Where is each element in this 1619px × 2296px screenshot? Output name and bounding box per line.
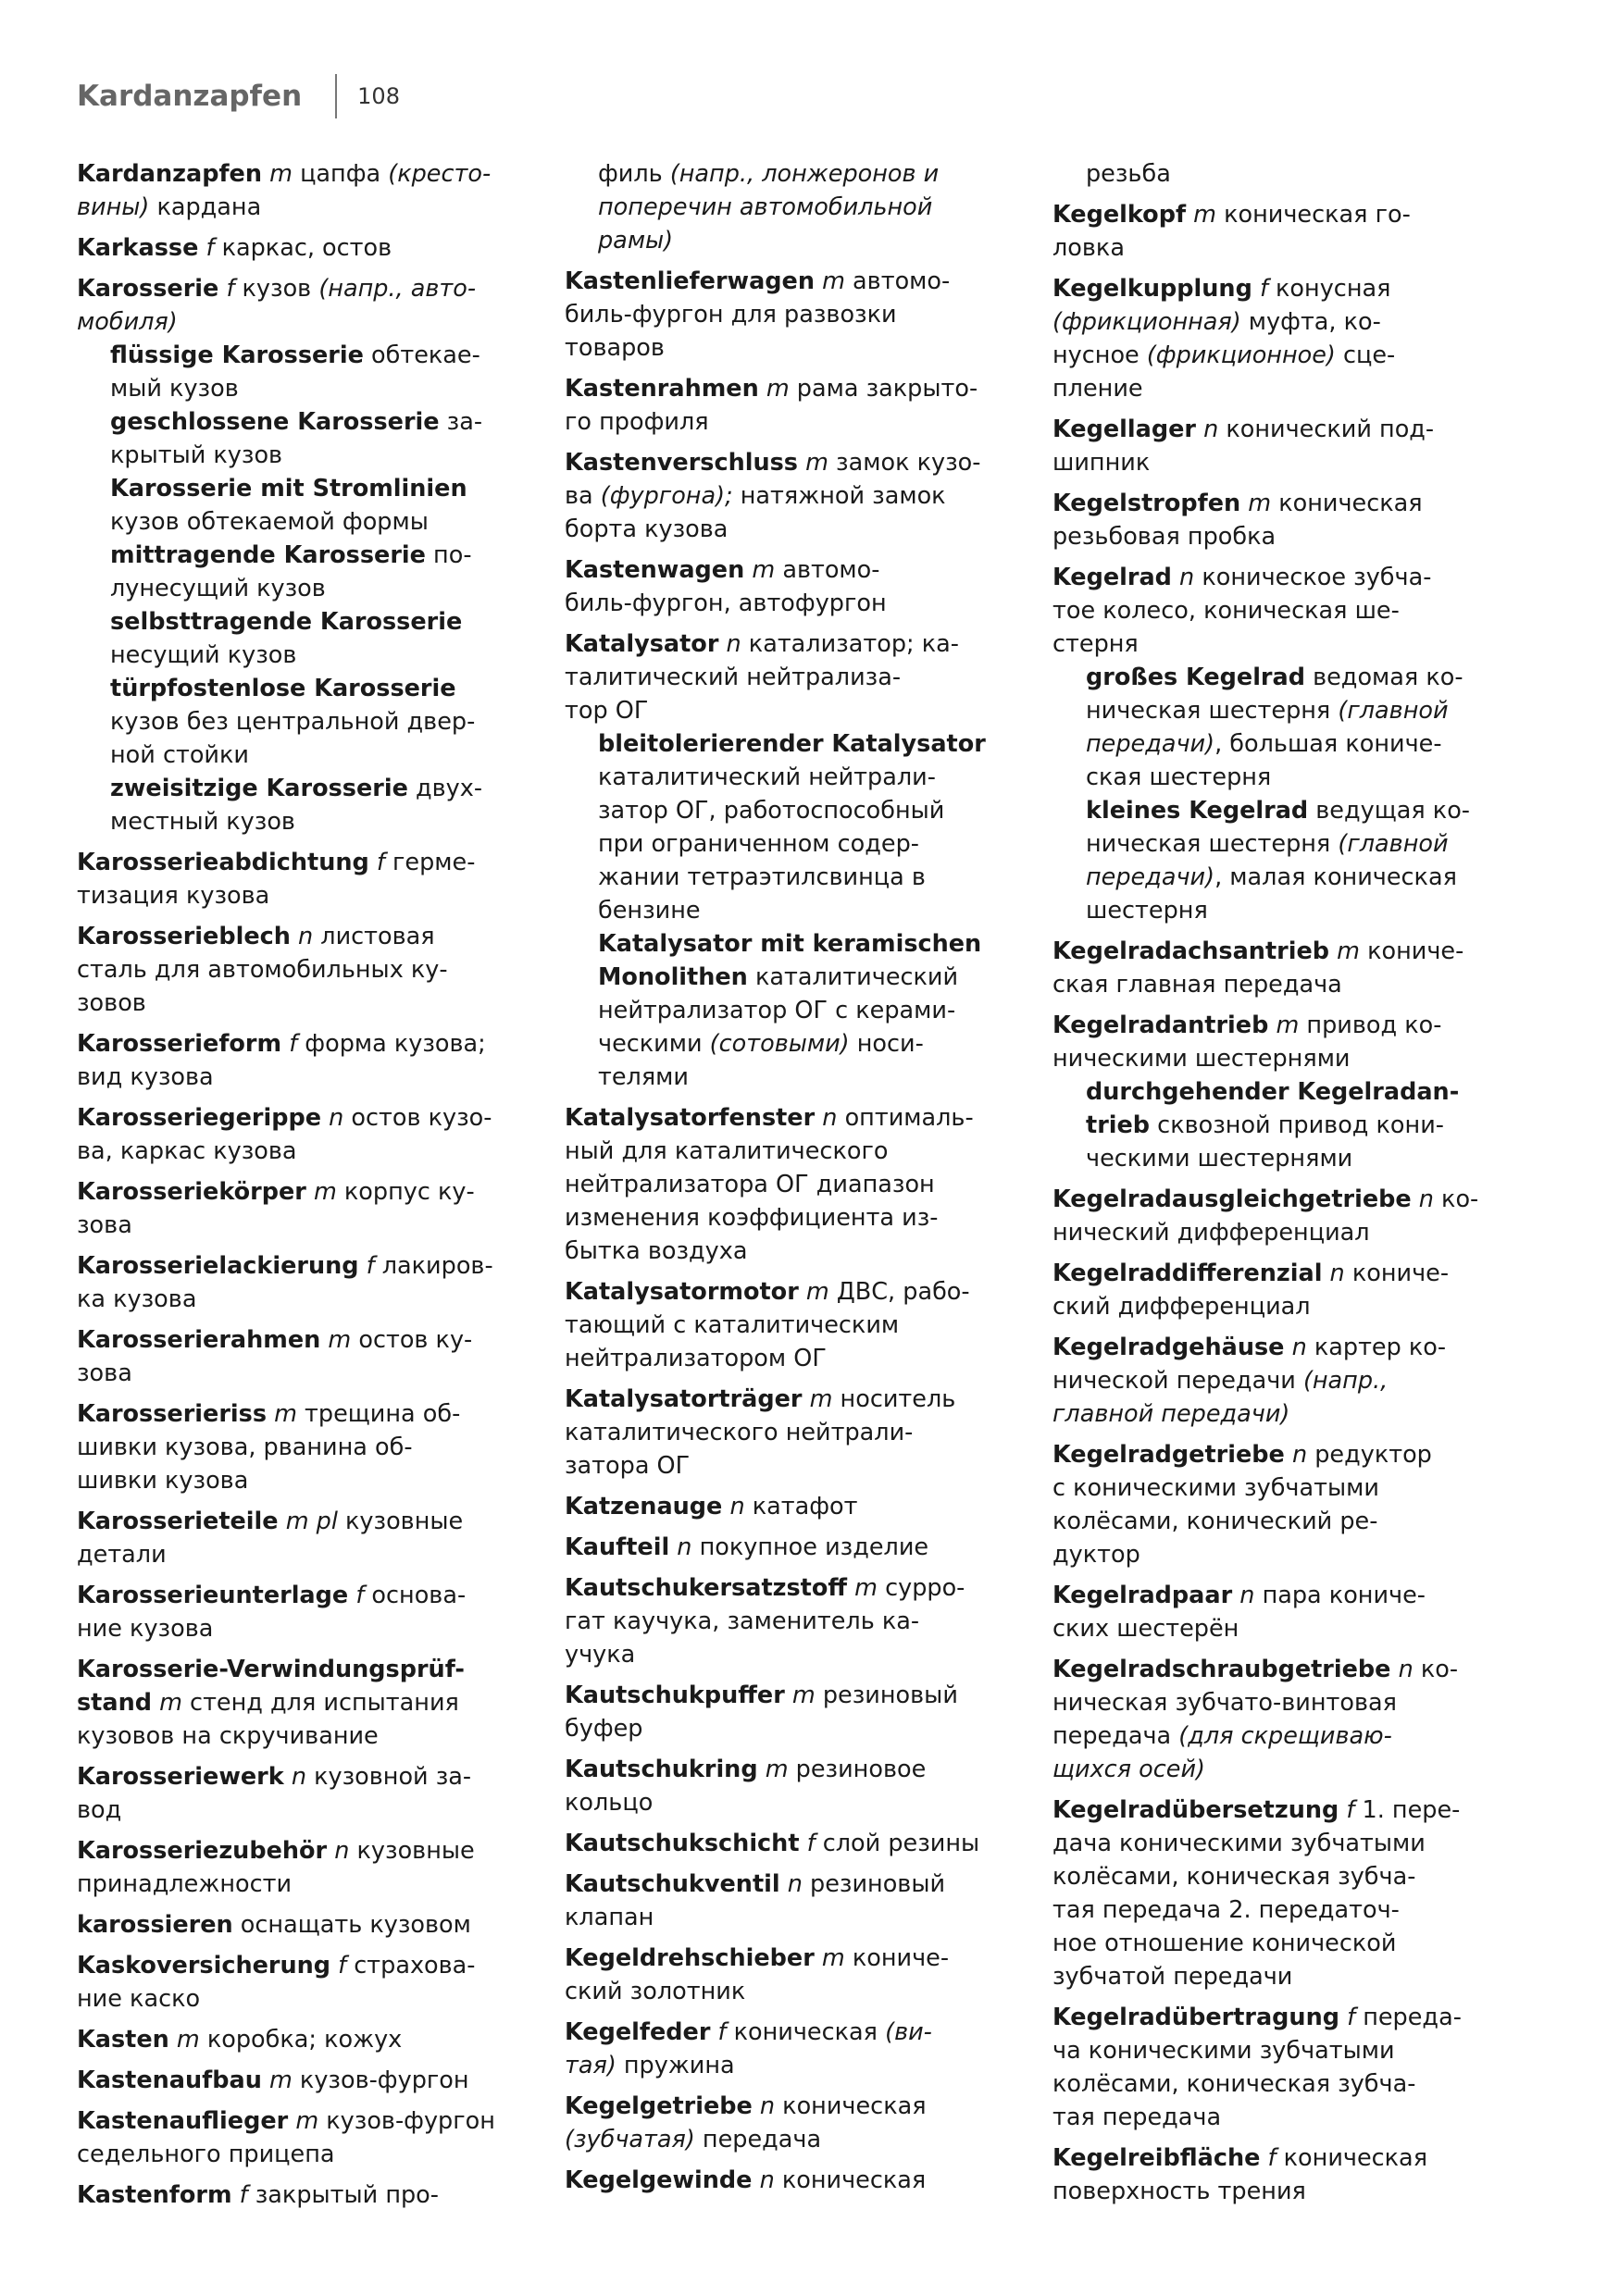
entry-line: Kegelgetriebe n коническая [565, 2092, 927, 2120]
entry-line: Karosserieriss m трещина об- [77, 1400, 461, 1428]
entry-line: Kardanzapfen m цапфа (кресто- [77, 160, 492, 188]
column-2 [565, 157, 1046, 2204]
dictionary-entry [77, 920, 558, 1020]
entry-line: Kegelradübertragung f переда- [1052, 2004, 1462, 2031]
entry-line: Kasten m коробка; кожух [77, 2026, 403, 2054]
sub-entry [110, 539, 558, 605]
entry-line: Kastenaufbau m кузов-фургон [77, 2066, 469, 2094]
column-3 [1052, 157, 1534, 2215]
sub-entry [110, 605, 558, 672]
entry-line: Kastenform f закрытый про- [77, 2181, 439, 2209]
entry-line: Katalysatorträger m носитель [565, 1385, 956, 1413]
entry-line: Kastenverschluss m замок кузо- [565, 449, 981, 477]
entry-line: филь (напр., лонжеронов и [598, 160, 940, 188]
entry-line: Karosseriekörper m корпус ку- [77, 1178, 475, 1206]
dictionary-entry [565, 446, 1046, 546]
sub-entry [110, 672, 558, 772]
entry-line: Kaskoversicherung f страхова- [77, 1952, 476, 1980]
page-number: 108 [357, 83, 400, 109]
entry-line: колёсами, конический ре- [1052, 1508, 1378, 1535]
dictionary-entry [1052, 1331, 1534, 1431]
dictionary-entry [565, 265, 1046, 365]
entry-line: щихся осей) [1052, 1756, 1205, 1783]
entry-line: Katalysator mit keramischen [598, 930, 982, 958]
entry-line: Kegelrad n коническое зубча- [1052, 564, 1432, 591]
sub-entries [1052, 1075, 1534, 1175]
entry-line: кольцо [565, 1789, 654, 1817]
entry-line: Kegelkupplung f конусная [1052, 275, 1391, 303]
entry-line: ский дифференциал [1052, 1293, 1311, 1321]
entry-line: талитический нейтрализа- [565, 664, 902, 691]
entry-line: ние кузова [77, 1615, 214, 1643]
entry-line: каталитический нейтрали- [598, 763, 936, 791]
sub-entry [110, 405, 558, 472]
entry-line: ка кузова [77, 1285, 197, 1313]
dictionary-entry [77, 1323, 558, 1390]
column-1 [77, 157, 558, 2219]
entry-line: лунесущий кузов [110, 575, 326, 602]
sub-entries [1052, 661, 1534, 927]
dictionary-entry [1052, 1183, 1534, 1249]
entry-line: ва, каркас кузова [77, 1137, 297, 1165]
entry-line: ческими (сотовыми) носи- [598, 1030, 924, 1058]
entry-line: гат каучука, заменитель ка- [565, 1607, 920, 1635]
entry-line: передачи), большая кониче- [1086, 730, 1442, 758]
dictionary-entry [77, 1834, 558, 1901]
entry-line: Karosserieteile m pl кузовные [77, 1508, 464, 1535]
entry-line: зубчатой передачи [1052, 1963, 1293, 1991]
entry-line: дуктор [1052, 1541, 1140, 1569]
entry-line: (зубчатая) передача [565, 2126, 822, 2153]
entry-line: großes Kegelrad ведомая ко- [1086, 664, 1463, 691]
entry-line: передача (для скрещиваю- [1052, 1722, 1392, 1750]
dictionary-entry [77, 1653, 558, 1753]
dictionary-entry [1052, 1793, 1534, 1993]
dictionary-entry [1052, 2001, 1534, 2134]
entry-line: karossieren оснащать кузовом [77, 1911, 471, 1939]
entry-line: bleitolerierender Katalysator [598, 730, 986, 758]
entry-line: кузовов на скручивание [77, 1722, 379, 1750]
entry-line: ская шестерня [1086, 763, 1272, 791]
entry-line: нусное (фрикционное) сце- [1052, 341, 1396, 369]
entry-line: Kautschukpuffer m резиновый [565, 1682, 958, 1709]
entry-line: сталь для автомобильных ку- [77, 956, 448, 984]
entry-line: учука [565, 1641, 636, 1669]
entry-line: буфер [565, 1715, 643, 1743]
dictionary-entry [77, 157, 558, 224]
dictionary-entry [77, 1397, 558, 1497]
entry-line: изменения коэффициента из- [565, 1204, 939, 1232]
entry-line: Kegelstropfen m коническая [1052, 490, 1423, 517]
dictionary-entry [1052, 272, 1534, 405]
entry-line: Kautschukring m резиновое [565, 1756, 927, 1783]
entry-line: дача коническими зубчатыми [1052, 1830, 1426, 1857]
entry-line: тая) пружина [565, 2052, 735, 2079]
entry-line: резьбовая пробка [1052, 523, 1277, 551]
entry-line: тающий с каталитическим [565, 1311, 900, 1339]
entry-line: Kegelradantrieb m привод ко- [1052, 1011, 1442, 1039]
dictionary-entry [77, 2064, 558, 2097]
entry-line: Katalysator n катализатор; ка- [565, 630, 959, 658]
entry-line: ническими шестернями [1052, 1045, 1351, 1073]
dictionary-entry [77, 2104, 558, 2171]
entry-line: детали [77, 1541, 167, 1569]
dictionary-entry [1052, 413, 1534, 479]
dictionary-entry [565, 1490, 1046, 1523]
entry-line: бензине [598, 897, 701, 925]
entry-continuation [1052, 157, 1534, 191]
entry-line: ских шестерён [1052, 1615, 1239, 1643]
entry-line: stand m стенд для испытания [77, 1689, 459, 1717]
dictionary-entry [565, 1275, 1046, 1375]
entry-line: зовов [77, 989, 146, 1017]
dictionary-entry [565, 1942, 1046, 2008]
entry-line: trieb сквозной привод кони- [1086, 1111, 1444, 1139]
entry-line: Karosseriegerippe n остов кузо- [77, 1104, 492, 1132]
entry-line: Kegelgewinde n коническая [565, 2166, 927, 2194]
entry-line: борта кузова [565, 515, 729, 543]
entry-line: Kegelradgehäuse n картер ко- [1052, 1334, 1447, 1361]
entry-line: с коническими зубчатыми [1052, 1474, 1379, 1502]
entry-line: Karosserieform f форма кузова; [77, 1030, 486, 1058]
entry-line: ническая зубчато-винтовая [1052, 1689, 1397, 1717]
entry-line: вод [77, 1796, 122, 1824]
entry-line: телями [598, 1063, 689, 1091]
entry-line: Kegelraddifferenzial n кониче- [1052, 1260, 1450, 1287]
entry-line: selbsttragende Karosserie [110, 608, 463, 636]
entry-line: kleines Kegelrad ведущая ко- [1086, 797, 1471, 825]
entry-line: Kegelradübersetzung f 1. пере- [1052, 1796, 1461, 1824]
entry-line: Karkasse f каркас, остов [77, 234, 392, 262]
entry-line: тая передача [1052, 2104, 1222, 2131]
entry-continuation [565, 157, 1046, 257]
entry-line: Karosserieblech n листовая [77, 923, 435, 950]
entry-line: жании тетраэтилсвинца в [598, 863, 926, 891]
entry-line: местный кузов [110, 808, 295, 836]
entry-line: клапан [565, 1904, 654, 1931]
dictionary-entry [1052, 487, 1534, 553]
entry-line: ский золотник [565, 1978, 746, 2005]
entry-line: Katalysatorfenster n оптималь- [565, 1104, 974, 1132]
dictionary-entry [77, 231, 558, 265]
dictionary-entry [565, 1571, 1046, 1671]
entry-line: Monolithen каталитический [598, 963, 959, 991]
dictionary-entry [77, 2178, 558, 2212]
entry-line: Karosserierahmen m остов ку- [77, 1326, 473, 1354]
entry-line: шивки кузова [77, 1467, 249, 1495]
entry-line: ние каско [77, 1985, 201, 2013]
entry-line: Kastenwagen m автомо- [565, 556, 880, 584]
entry-line: Kegeldrehschieber m кониче- [565, 1944, 950, 1972]
entry-line: Kegelreibfläche f коническая [1052, 2144, 1428, 2172]
dictionary-entry [1052, 2141, 1534, 2208]
entry-line: нейтрализатором ОГ [565, 1345, 827, 1372]
entry-line: нический дифференциал [1052, 1219, 1370, 1247]
dictionary-entry [1052, 1009, 1534, 1075]
entry-line: Kegelkopf m коническая го- [1052, 201, 1411, 229]
entry-line: затор ОГ, работоспособный [598, 797, 945, 825]
sub-entry [1086, 794, 1534, 927]
dictionary-entry [77, 1908, 558, 1942]
entry-line: зова [77, 1211, 132, 1239]
dictionary-entry [77, 272, 558, 339]
entry-line: Kautschukventil n резиновый [565, 1870, 946, 1898]
dictionary-entry [565, 553, 1046, 620]
dictionary-entry [77, 1505, 558, 1571]
sub-entries [565, 727, 1046, 1094]
entry-line: рамы) [598, 227, 674, 254]
entry-line: поперечин автомобильной [598, 193, 933, 221]
dictionary-entry [565, 1531, 1046, 1564]
entry-line: нейтрализатор ОГ с керами- [598, 997, 956, 1024]
dictionary-entry [77, 1027, 558, 1094]
entry-line: Karosserielackierung f лакиров- [77, 1252, 493, 1280]
entry-line: поверхность трения [1052, 2178, 1306, 2205]
entry-line: тор ОГ [565, 697, 649, 725]
entry-line: ская главная передача [1052, 971, 1342, 999]
running-head [77, 72, 400, 120]
entry-line: принадлежности [77, 1870, 293, 1898]
entry-line: несущий кузов [110, 641, 297, 669]
entry-line: Kegelradpaar n пара кониче- [1052, 1582, 1426, 1609]
entry-line: тая передача 2. передаточ- [1052, 1896, 1400, 1924]
running-head-divider [335, 74, 337, 118]
dictionary-entry [565, 2016, 1046, 2082]
sub-entry [1086, 1109, 1534, 1175]
dictionary-entry [77, 2023, 558, 2056]
entry-line: каталитического нейтрали- [565, 1419, 914, 1446]
entry-line: Kastenauflieger m кузов-фургон [77, 2107, 495, 2135]
entry-line: ловка [1052, 234, 1125, 262]
entry-line: резьба [1086, 160, 1171, 188]
dictionary-entry [1052, 198, 1534, 265]
sub-entry [1086, 1075, 1534, 1109]
dictionary-entry [565, 1679, 1046, 1745]
entry-line: Karosserieabdichtung f герме- [77, 849, 476, 876]
entry-line: Kegelradschraubgetriebe n ко- [1052, 1656, 1459, 1683]
entry-line: Katzenauge n катафот [565, 1493, 858, 1520]
dictionary-entry [77, 1249, 558, 1316]
entry-line: вид кузова [77, 1063, 214, 1091]
entry-line: передачи), малая коническая [1086, 863, 1457, 891]
entry-line: Kautschukersatzstoff m сурро- [565, 1574, 965, 1602]
entry-line: колёсами, коническая зубча- [1052, 1863, 1416, 1891]
dictionary-entry [565, 1753, 1046, 1819]
entry-line: седельного прицепа [77, 2141, 335, 2168]
entry-line: Kegelfeder f коническая (ви- [565, 2018, 932, 2046]
dictionary-entry [565, 1383, 1046, 1483]
dictionary-entry [1052, 1438, 1534, 1571]
dictionary-entry [565, 1827, 1046, 1860]
dictionary-entry [1052, 561, 1534, 661]
dictionary-entry [77, 1101, 558, 1168]
entry-line: вины) кардана [77, 193, 262, 221]
entry-line: затора ОГ [565, 1452, 691, 1480]
entry-line: türpfostenlose Karosserie [110, 675, 456, 702]
entry-line: ча коническими зубчатыми [1052, 2037, 1395, 2065]
entry-line: Katalysatormotor m ДВС, рабо- [565, 1278, 970, 1306]
dictionary-entry [1052, 1579, 1534, 1645]
entry-line: (фрикционная) муфта, ко- [1052, 308, 1381, 336]
entry-line: Karosserieunterlage f основа- [77, 1582, 467, 1609]
entry-line: Kaufteil n покупное изделие [565, 1533, 929, 1561]
sub-entry [1086, 661, 1534, 794]
entry-line: нейтрализатора ОГ диапазон [565, 1171, 935, 1198]
entry-line: Kautschukschicht f слой резины [565, 1830, 980, 1857]
entry-line: стерня [1052, 630, 1139, 658]
entry-line: Kegelradausgleichgetriebe n ко- [1052, 1185, 1479, 1213]
dictionary-entry [1052, 1653, 1534, 1786]
dictionary-entry [565, 2090, 1046, 2156]
entry-line: товаров [565, 334, 665, 362]
entry-line: кузов без центральной двер- [110, 708, 476, 736]
entry-line: кузов обтекаемой формы [110, 508, 429, 536]
entry-line: го профиля [565, 408, 709, 436]
entry-line: мый кузов [110, 375, 239, 403]
sub-entry [598, 961, 1046, 1094]
dictionary-entry [77, 1760, 558, 1827]
dictionary-entry [565, 627, 1046, 727]
entry-line: Karosserie-Verwindungsprüf- [77, 1656, 465, 1683]
entry-line: ной стойки [110, 741, 249, 769]
entry-line: ническая шестерня (главной [1086, 830, 1449, 858]
dictionary-entry [77, 1579, 558, 1645]
entry-line: Kastenlieferwagen m автомо- [565, 267, 951, 295]
entry-line: тое колесо, коническая ше- [1052, 597, 1400, 625]
sub-entry [598, 927, 1046, 961]
entry-line: geschlossene Karosserie за- [110, 408, 483, 436]
dictionary-entry [77, 846, 558, 912]
dictionary-entry [565, 1101, 1046, 1268]
entry-line: крытый кузов [110, 441, 283, 469]
sub-entry [110, 772, 558, 838]
dictionary-entry [1052, 935, 1534, 1001]
entry-line: Kastenrahmen m рама закрыто- [565, 375, 978, 403]
entry-line: flüssige Karosserie обтекае- [110, 341, 480, 369]
sub-entries [77, 339, 558, 838]
entry-line: при ограниченном содер- [598, 830, 919, 858]
entry-line: durchgehender Kegelradan- [1086, 1078, 1460, 1106]
entry-line: главной передачи) [1052, 1400, 1290, 1428]
entry-line: ническая шестерня (главной [1086, 697, 1449, 725]
entry-line: Karosserie f кузов (напр., авто- [77, 275, 477, 303]
dictionary-entry [77, 1175, 558, 1242]
entry-line: Kegelradachsantrieb m кониче- [1052, 937, 1464, 965]
entry-line: бытка воздуха [565, 1237, 748, 1265]
entry-line: зова [77, 1359, 132, 1387]
entry-line: Karosseriewerk n кузовной за- [77, 1763, 472, 1791]
entry-line: Kegelradgetriebe n редуктор [1052, 1441, 1432, 1469]
entry-line: ческими шестернями [1086, 1145, 1353, 1173]
dictionary-entry [565, 2164, 1046, 2197]
dictionary-entry [77, 1949, 558, 2016]
entry-line: Kegellager n конический под- [1052, 416, 1435, 443]
entry-line: Karosseriezubehör n кузовные [77, 1837, 475, 1865]
dictionary-entry [565, 1868, 1046, 1934]
entry-line: Karosserie mit Stromlinien [110, 475, 467, 503]
entry-line: zweisitzige Karosserie двух- [110, 775, 483, 802]
entry-line: мобиля) [77, 308, 178, 336]
entry-line: ва (фургона); натяжной замок [565, 482, 946, 510]
entry-line: колёсами, коническая зубча- [1052, 2070, 1416, 2098]
entry-line: шестерня [1086, 897, 1208, 925]
entry-line: биль-фургон, автофургон [565, 590, 887, 617]
entry-line: ный для каталитического [565, 1137, 889, 1165]
entry-line: шипник [1052, 449, 1151, 477]
dictionary-entry [565, 372, 1046, 439]
entry-line: нической передачи (напр., [1052, 1367, 1389, 1395]
entry-line: биль-фургон для развозки [565, 301, 897, 329]
entry-line: шивки кузова, рванина об- [77, 1433, 413, 1461]
sub-entry [110, 472, 558, 539]
entry-line: mittragende Karosserie по- [110, 541, 472, 569]
entry-line: тизация кузова [77, 882, 270, 910]
running-head-word: Kardanzapfen [77, 80, 303, 113]
sub-entry [598, 727, 1046, 927]
dictionary-entry [1052, 1257, 1534, 1323]
sub-entry [110, 339, 558, 405]
entry-line: пление [1052, 375, 1143, 403]
entry-line: ное отношение конической [1052, 1930, 1397, 1957]
